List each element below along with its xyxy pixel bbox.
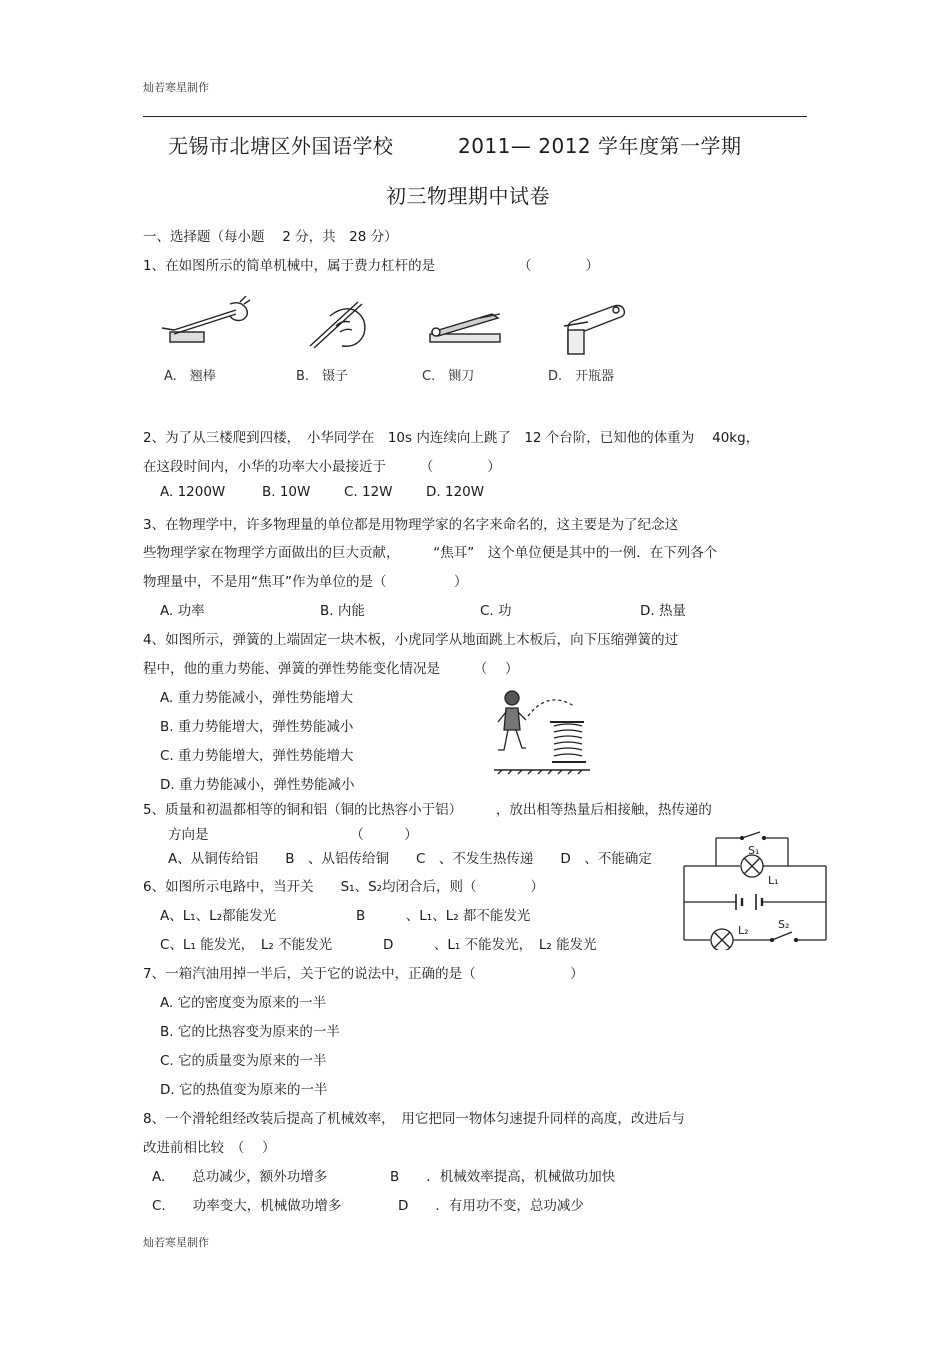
q8-option-a: A. 总功减少，额外功增多: [152, 1169, 328, 1185]
exam-title: 初三物理期中试卷: [386, 184, 550, 208]
q3-line1: 3、在物理学中，许多物理量的单位都是用物理学家的名字来命名的，这主要是为了纪念这: [143, 517, 679, 533]
q6-option-c: C、L₁ 能发光， L₂ 不能发光: [160, 937, 333, 953]
q7-option-d: D. 它的热值变为原来的一半: [160, 1082, 328, 1098]
l1-label: L₁: [768, 874, 779, 887]
q8-line1: 8、一个滑轮组经改装后提高了机械效率， 用它把同一物体匀速提升同样的高度，改进后与: [143, 1111, 685, 1127]
q8-option-d: D ．有用功不变，总功减少: [398, 1198, 584, 1214]
q4-option-d: D. 重力势能减小，弹性势能减小: [160, 777, 355, 793]
q1-figure-row: [160, 296, 640, 396]
circuit-diagram: [680, 830, 830, 950]
q7-option-a: A. 它的密度变为原来的一半: [160, 995, 327, 1011]
term-title: 2011— 2012 学年度第一学期: [458, 134, 742, 158]
q2-option-b: B. 10W: [262, 484, 311, 500]
q1-answer-paren: （ ）: [518, 258, 599, 274]
q3-option-d: D. 热量: [640, 603, 686, 619]
q4-line2: 程中，他的重力势能、弹簧的弹性势能变化情况是 （ ）: [143, 661, 519, 677]
q4-option-b: B. 重力势能增大，弹性势能减小: [160, 719, 354, 735]
q2-line1: 2、为了从三楼爬到四楼， 小华同学在 10s 内连续向上跳了 12 个台阶，已知他的体重为 40kg，: [143, 430, 760, 446]
q1-label-c: C. 铡刀: [422, 369, 475, 384]
section-heading: 一、选择题（每小题 2 分，共 28 分）: [143, 229, 398, 245]
school-title: 无锡市北塘区外国语学校: [168, 134, 394, 158]
q4-option-a: A. 重力势能减小，弹性势能增大: [160, 690, 354, 706]
q5-options: A、从铜传给铝 B 、从铝传给铜 C 、不发生热传递 D 、不能确定: [168, 851, 652, 867]
q1-stem: 1、在如图所示的简单机械中，属于费力杠杆的是: [143, 258, 436, 274]
q2-option-c: C. 12W: [344, 484, 393, 500]
q1-label-b: B. 镊子: [296, 369, 349, 384]
q6-option-d: D 、L₁ 不能发光， L₂ 能发光: [383, 937, 597, 953]
q3-option-c: C. 功: [480, 603, 512, 619]
q4-line1: 4、如图所示，弹簧的上端固定一块木板，小虎同学从地面跳上木板后，向下压缩弹簧的过: [143, 632, 679, 648]
footer-watermark: 灿若寒星制作: [143, 1236, 209, 1249]
q2-line2: 在这段时间内，小华的功率大小最接近于 （ ）: [143, 459, 501, 475]
tweezers-figure: [310, 302, 365, 348]
s1-label: S₁: [748, 844, 760, 857]
header-watermark: 灿若寒星制作: [143, 81, 209, 94]
cutter-figure: [430, 314, 500, 342]
q8-line2: 改进前相比较 （ ）: [143, 1140, 276, 1156]
q3-option-a: A. 功率: [160, 603, 205, 619]
q7-option-c: C. 它的质量变为原来的一半: [160, 1053, 327, 1069]
q1-label-d: D. 开瓶器: [548, 369, 615, 384]
q4-option-c: C. 重力势能增大，弹性势能增大: [160, 748, 354, 764]
s2-label: S₂: [778, 918, 790, 931]
header-rule: [143, 116, 807, 117]
opener-figure: [564, 306, 624, 355]
q7-option-b: B. 它的比热容变为原来的一半: [160, 1024, 340, 1040]
q2-option-d: D. 120W: [426, 484, 485, 500]
q5-line1: 5、质量和初温都相等的铜和铝（铜的比热容小于铝） ，放出相等热量后相接触，热传递的: [143, 802, 712, 818]
q8-option-b: B ．机械效率提高，机械做功加快: [390, 1169, 616, 1185]
crowbar-figure: [162, 296, 250, 342]
q3-line2: 些物理学家在物理学方面做出的巨大贡献， “焦耳” 这个单位便是其中的一例．在下列各个: [143, 545, 718, 561]
q7-stem: 7、一箱汽油用掉一半后，关于它的说法中，正确的是（ ）: [143, 966, 584, 982]
q6-stem: 6、如图所示电路中，当开关 S₁、S₂均闭合后，则（ ）: [143, 879, 545, 895]
l2-label: L₂: [738, 924, 749, 937]
q6-option-a: A、L₁、L₂都能发光: [160, 908, 277, 924]
q8-option-c: C. 功率变大，机械做功增多: [152, 1198, 342, 1214]
q1-label-a: A. 翘棒: [164, 369, 216, 384]
spring-jump-figure: [492, 686, 592, 778]
q6-option-b: B 、L₁、L₂ 都不能发光: [356, 908, 531, 924]
q5-line2: 方向是 （ ）: [168, 827, 418, 843]
q3-line3: 物理量中，不是用“焦耳”作为单位的是（ ）: [143, 574, 468, 590]
q2-option-a: A. 1200W: [160, 484, 226, 500]
q3-option-b: B. 内能: [320, 603, 365, 619]
